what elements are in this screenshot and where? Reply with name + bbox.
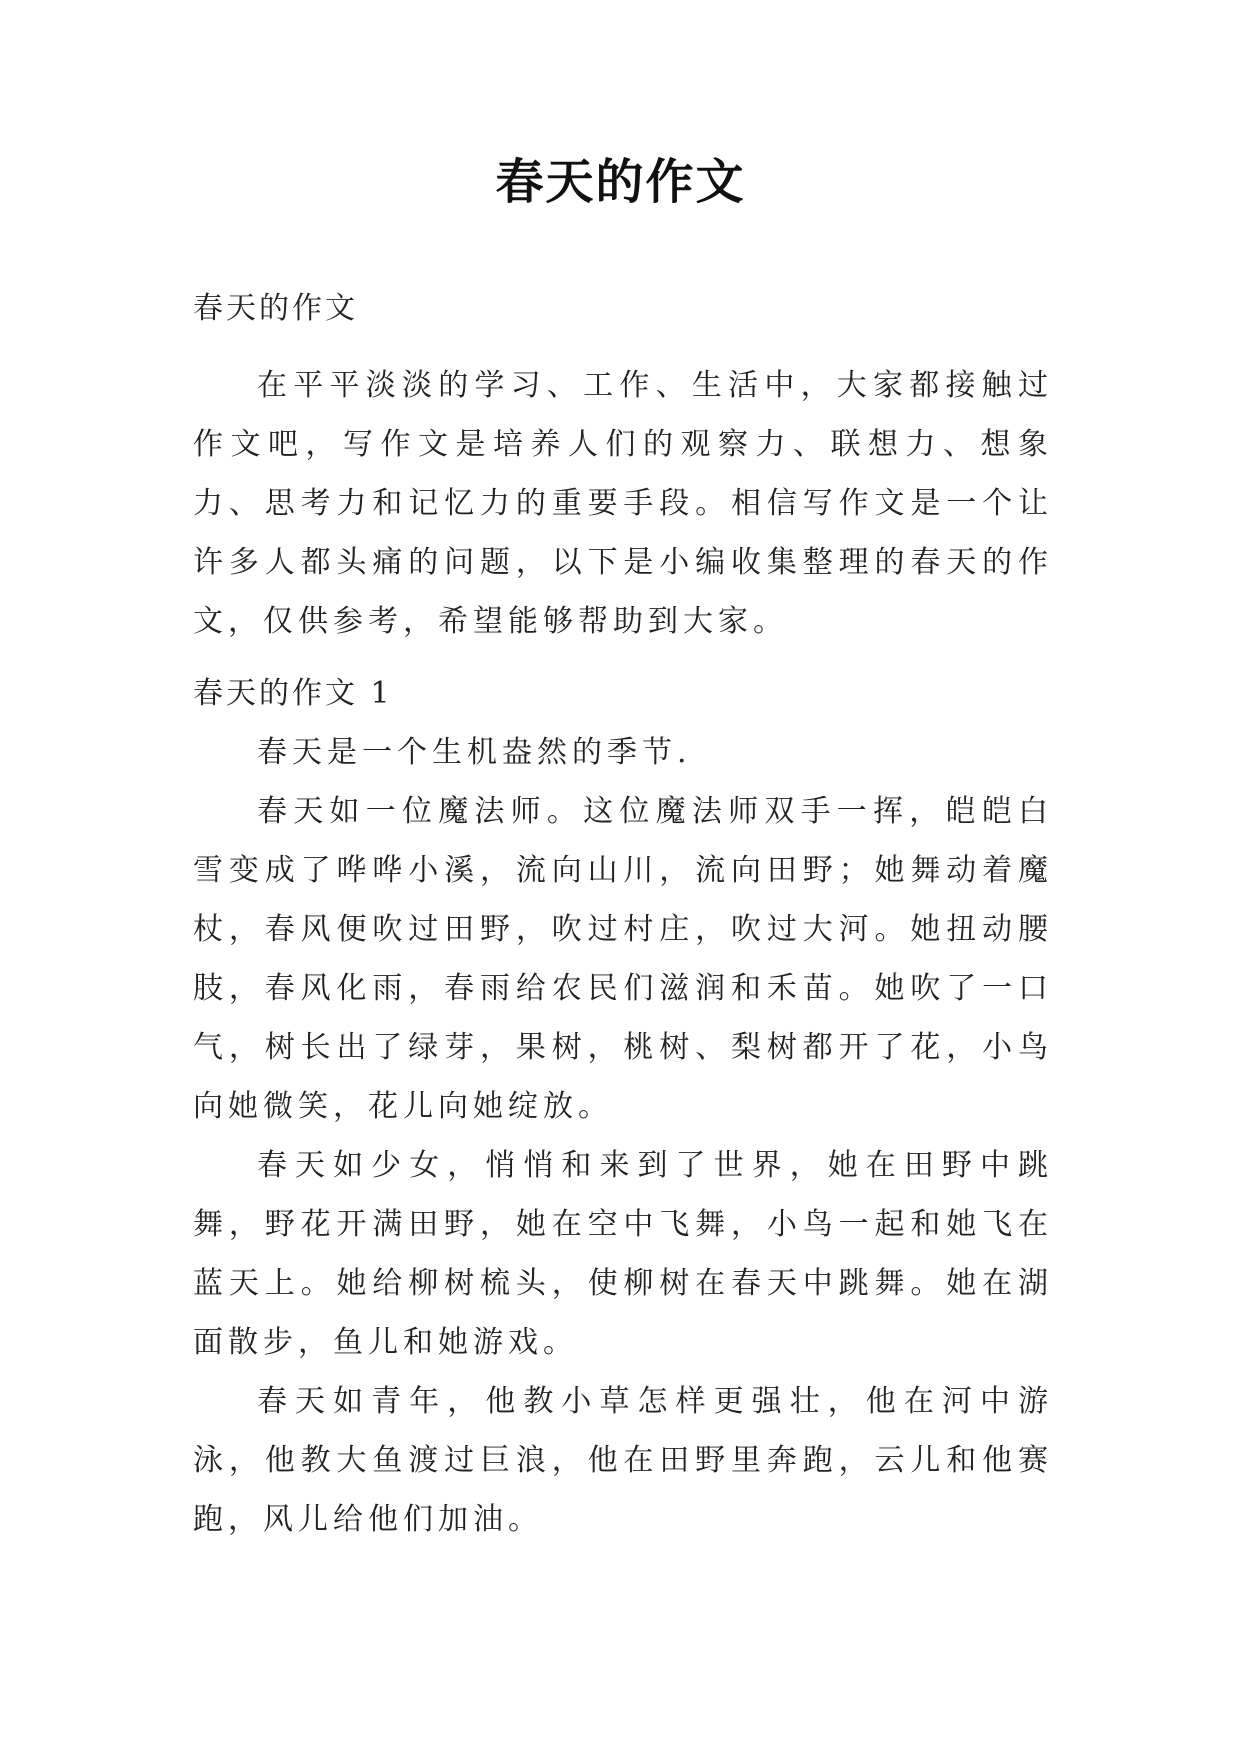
- essay-section: [193, 664, 1053, 1549]
- document-title: 春天的作文: [495, 154, 746, 210]
- intro-paragraph: 在平平淡淡的学习、工作、生活中，大家都接触过作文吧，写作文是培养人们的观察力、联想力、想象力、思考力和记忆力的重要手段。相信写作文是一个让许多人都头痛的问题，以下是小编收集整理的春天的作文，仅供参考，希望能够帮助到大家。: [193, 368, 1053, 639]
- essay-paragraph-4: 春天如青年，他教小草怎样更强壮，他在河中游泳，他教大鱼渡过巨浪，他在田野里奔跑，云儿和他赛跑，风儿给他们加油。: [193, 1384, 1053, 1537]
- document-subtitle: 春天的作文: [193, 291, 358, 326]
- document-subtitle-block: [193, 279, 1053, 338]
- essay-paragraph-2: 春天如一位魔法师。这位魔法师双手一挥，皑皑白雪变成了哗哗小溪，流向山川，流向田野；她舞动着魔杖，春风便吹过田野，吹过村庄，吹过大河。她扭动腰肢，春风化雨，春雨给农民们滋润和禾苗。她吹了一口气，树长出了绿芽，果树，桃树、梨树都开了花，小鸟向她微笑，花儿向她绽放。: [193, 794, 1053, 1124]
- essay-paragraph-1: 春天是一个生机盎然的季节.: [257, 735, 692, 770]
- section-heading: 春天的作文 1: [193, 676, 393, 711]
- essay-paragraph-3: 春天如少女，悄悄和来到了世界，她在田野中跳舞，野花开满田野，她在空中飞舞，小鸟一起和她飞在蓝天上。她给柳树梳头，使柳树在春天中跳舞。她在湖面散步，鱼儿和她游戏。: [193, 1148, 1053, 1360]
- intro-block: [193, 356, 1053, 651]
